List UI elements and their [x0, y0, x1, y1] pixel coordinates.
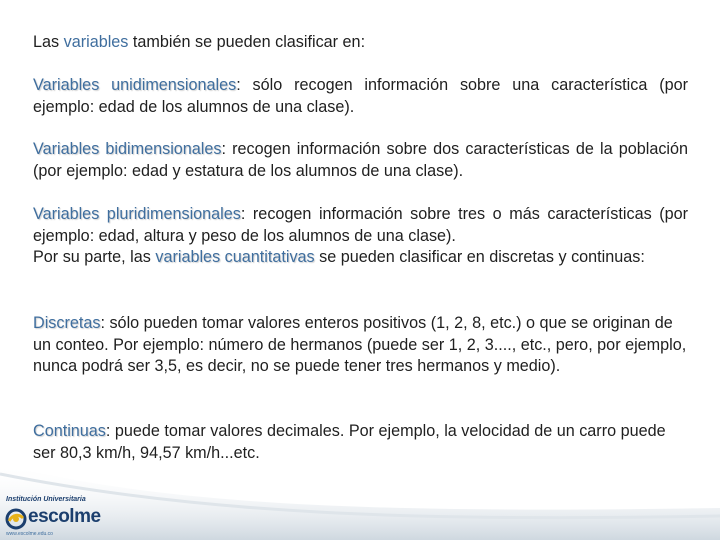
pluridimensionales-block — [33, 204, 688, 247]
definition-text: recogen información sobre dos características de la población (por ejemplo: edad y estatura de los alumnos de una clase). — [33, 140, 689, 180]
paragraph-bidimensionales — [33, 139, 688, 182]
term-unidimensionales: Variables unidimensionales — [33, 76, 237, 94]
intro-text-end: también se pueden clasificar en: — [128, 33, 366, 51]
paragraph-unidimensionales — [33, 75, 688, 118]
term-colon: : — [105, 422, 111, 440]
term-variables: variables — [63, 33, 129, 51]
logo-swirl-icon — [5, 508, 27, 530]
definition-text: recogen información sobre tres o más características (por ejemplo: edad, altura y peso de los alumnos de una clase). — [33, 205, 688, 245]
term-colon: : — [236, 76, 241, 94]
term-pluridimensionales: Variables pluridimensionales — [33, 205, 241, 223]
definition-text: sólo pueden tomar valores enteros positivos (1, 2, 8, etc.) o que se originan de un conteo. Por ejemplo: número de hermanos (puede ser 1, 2, 3...., etc., pero, por ejemplo, nunca podrá ser 3,5, es decir, no se puede tener tres hermanos y medio). — [33, 314, 687, 375]
paragraph-discretas — [33, 313, 688, 378]
term-bidimensionales: Variables bidimensionales — [33, 140, 222, 158]
logo-top-text: Institución Universitaria — [6, 496, 86, 503]
term-colon: : — [240, 205, 246, 223]
logo-url-text: www.escolme.edu.co — [6, 531, 53, 537]
intro-text: Las — [33, 33, 64, 51]
definition-text: puede tomar valores decimales. Por ejemplo, la velocidad de un carro puede ser 80,3 km/h, 94,57 km/h...etc. — [33, 422, 666, 462]
intro-text: Por su parte, las — [33, 248, 156, 266]
definition-text: sólo recogen información sobre una característica (por ejemplo: edad de los alumnos de una clase). — [33, 76, 689, 116]
logo-wordmark: escolme — [28, 506, 101, 527]
term-discretas: Discretas — [33, 314, 101, 332]
term-colon: : — [221, 140, 226, 158]
intro-text-end: se pueden clasificar en discretas y continuas: — [314, 248, 645, 266]
term-continuas: Continuas — [33, 422, 106, 440]
paragraph-pluridimensionales — [33, 204, 688, 269]
intro-paragraph — [33, 32, 688, 54]
term-cuantitativas: variables cuantitativas — [155, 248, 315, 266]
term-colon: : — [100, 314, 105, 332]
cuantitativas-intro — [33, 247, 688, 269]
escolme-logo — [2, 496, 122, 540]
